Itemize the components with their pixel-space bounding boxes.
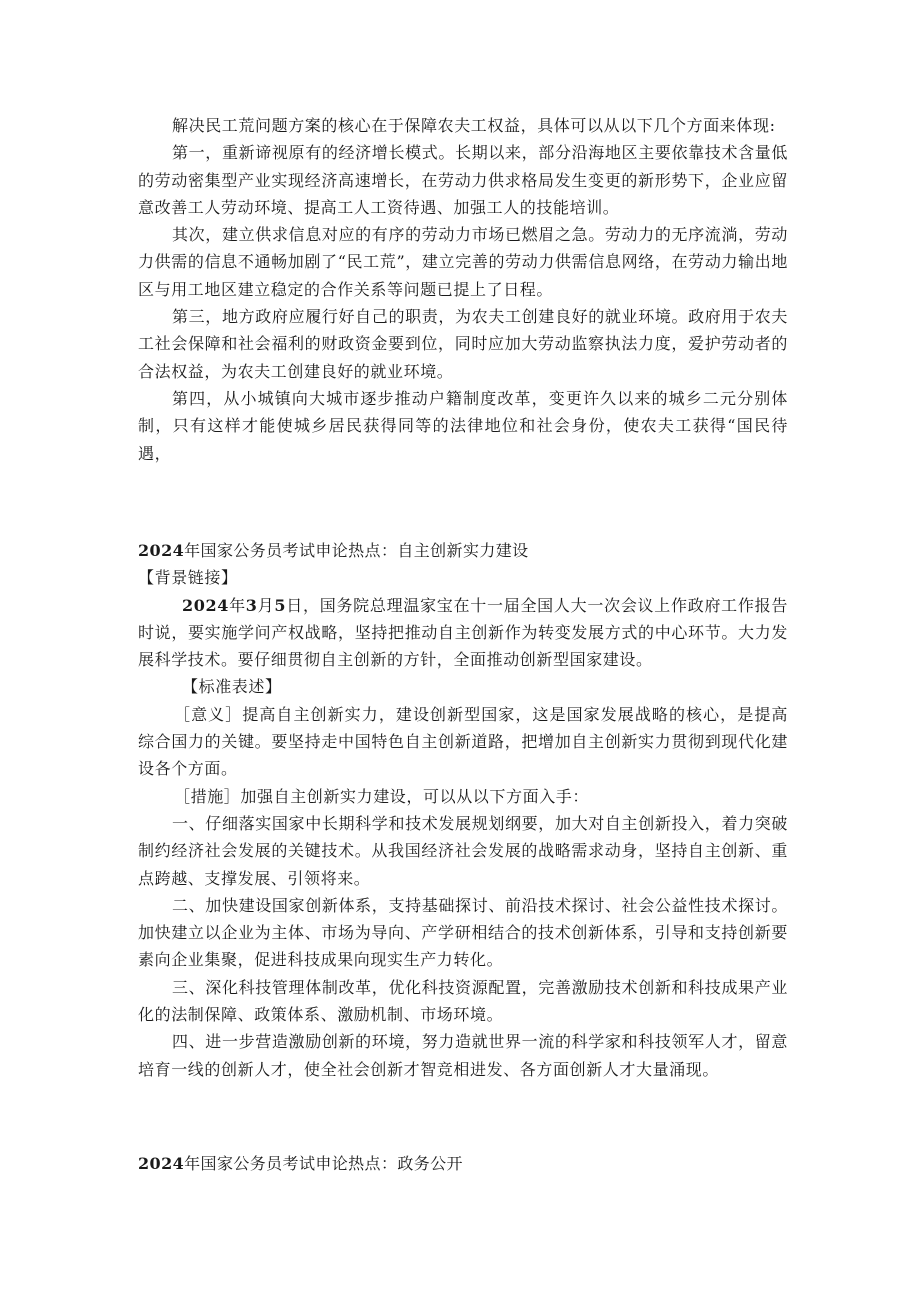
- background-text-year-unit: 年: [228, 595, 246, 615]
- heading-year: 2024: [138, 1154, 185, 1173]
- paragraph-first: 第一，重新谛视原有的经济增长模式。长期以来，部分沿海地区主要依靠技术含量低的劳动密集型产业实现经济高速增长，在劳动力供求格局发生变更的新形势下，企业应留意改善工人劳动环境、提高工人工资待遇、加强工人的技能培训。: [138, 143, 788, 217]
- background-paragraph: [138, 592, 788, 674]
- measures-paragraph: ［措施］加强自主创新实力建设，可以从以下方面入手：: [174, 786, 590, 806]
- background-month: 3: [245, 595, 258, 615]
- section-government-affairs: [138, 1150, 788, 1177]
- background-label: 【背景链接】: [138, 568, 238, 588]
- background-text-month-unit: 月: [257, 595, 275, 615]
- paragraph-third: 第三，地方政府应履行好自己的职责，为农夫工创建良好的就业环境。政府用于农夫工社会保障和社会福利的财政资金要到位，同时应加大劳动监察执法力度，爱护劳动者的合法权益，为农夫工创建良好的就业环境。: [138, 307, 788, 381]
- background-text: 日，国务院总理温家宝在十一届全国人大一次会议上作政府工作报告时说，要实施学问产权战略，坚持把推动自主创新作为转变发展方式的中心环节。大力发展科学技术。要仔细贯彻自主创新的方针，全面推动创新型国家建设。: [138, 595, 788, 670]
- paragraph-intro: 解决民工荒问题方案的核心在于保障农夫工权益，具体可以从以下几个方面来体现:: [172, 116, 776, 135]
- section-innovation: [138, 537, 788, 1083]
- heading-year: 2024: [138, 541, 185, 560]
- section-heading-government-affairs: [138, 1150, 788, 1177]
- measure-item-3: 三、深化科技管理体制改革，优化科技资源配置，完善激励技术创新和科技成果产业化的法制保障、政策体系、激励机制、市场环境。: [138, 977, 788, 1025]
- measure-item-1: 一、仔细落实国家中长期科学和技术发展规划纲要，加大对自主创新投入，着力突破制约经济社会发展的关键技术。从我国经济社会发展的战略需求动身，坚持自主创新、重点跨越、支撑发展、引领将来。: [138, 813, 788, 888]
- paragraph-fourth: 第四，从小城镇向大城市逐步推动户籍制度改革，变更许久以来的城乡二元分别体制，只有这样才能使城乡居民获得同等的法律地位和社会身份，使农夫工获得“国民待遇，: [138, 388, 788, 463]
- background-year: 2024: [182, 595, 229, 615]
- measure-item-4: 四、进一步营造激励创新的环境，努力造就世界一流的科学家和科技领军人才，留意培育一线的创新人才，使全社会创新才智竞相进发、各方面创新人才大量涌现。: [138, 1032, 788, 1079]
- measure-item-2: 二、加快建设国家创新体系，支持基础探讨、前沿技术探讨、社会公益性技术探讨。加快建立以企业为主体、市场为导向、产学研相结合的技术创新体系，引导和支持创新要素向企业集聚，促进科技成果向现实生产力转化。: [138, 895, 788, 970]
- heading-text: 年国家公务员考试申论热点：自主创新实力建设: [184, 541, 529, 560]
- background-day: 5: [274, 595, 287, 615]
- standard-label: 【标准表述】: [182, 677, 282, 697]
- paragraph-second: 其次，建立供求信息对应的有序的劳动力市场已燃眉之急。劳动力的无序流淌，劳动力供需的信息不通畅加剧了“民工荒”，建立完善的劳动力供需信息网络，在劳动力输出地区与用工地区建立稳定的合作关系等问题已提上了日程。: [138, 225, 788, 299]
- meaning-paragraph: ［意义］提高自主创新实力，建设创新型国家，这是国家发展战略的核心，是提高综合国力的关键。要坚持走中国特色自主创新道路，把增加自主创新实力贯彻到现代化建设各个方面。: [138, 704, 788, 779]
- section-migrant-labor: [138, 112, 788, 467]
- section-heading-innovation: [138, 537, 788, 564]
- heading-text: 年国家公务员考试申论热点：政务公开: [184, 1154, 463, 1173]
